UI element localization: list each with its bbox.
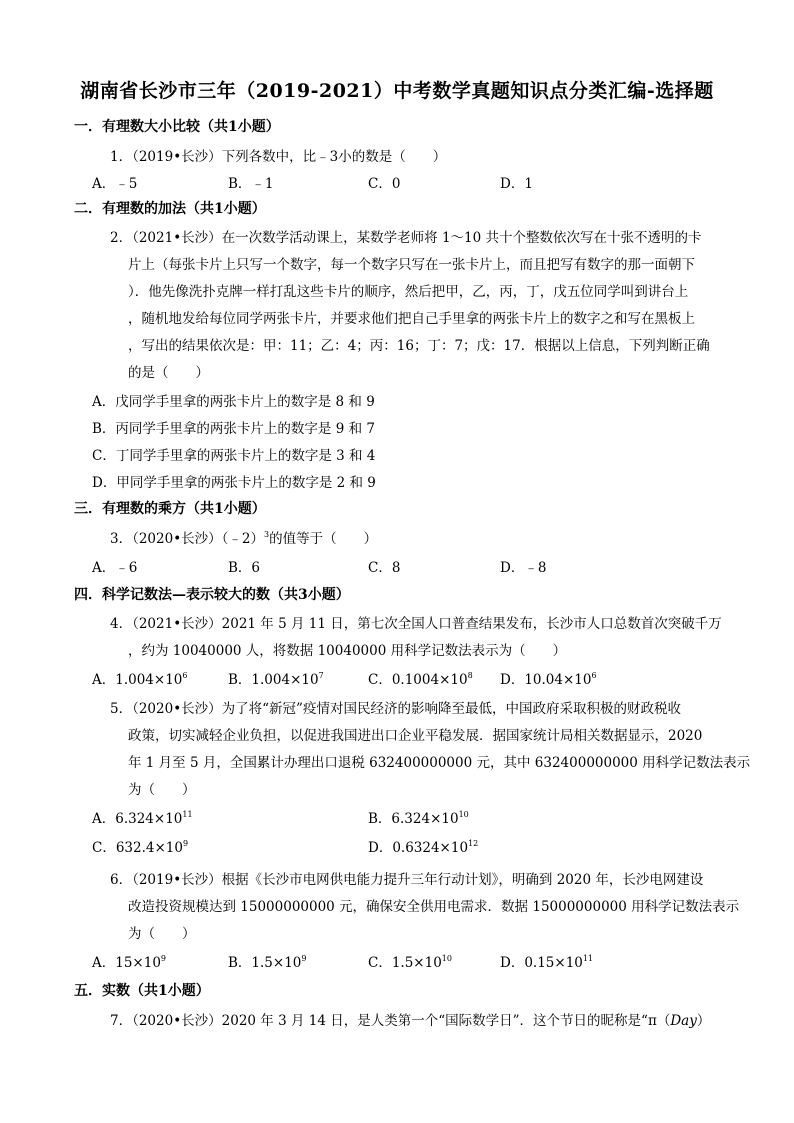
q6-c-base: C．1.5×10 (368, 955, 442, 971)
q5-option-c (92, 836, 188, 856)
question-2-line-3: ）．他先像洗扑克牌一样打乱这些卡片的顺序，然后把甲，乙，丙，丁，戊五位同学叫到讲台上 (128, 284, 689, 300)
q1-option-a: A．﹣5 (92, 176, 138, 192)
section-heading-3: 三．有理数的乘方（共1小题） (74, 501, 266, 517)
q5-b-base: B．6.324×10 (368, 811, 459, 827)
q6-option-c (368, 951, 452, 971)
q7-day-word: Day (670, 1013, 697, 1029)
q1-option-d: D．1 (500, 176, 533, 192)
q2-option-d: D．甲同学手里拿的两张卡片上的数字是 2 和 9 (92, 475, 376, 491)
q5-b-exp: 10 (458, 810, 469, 819)
q2-option-a: A．戊同学手里拿的两张卡片上的数字是 8 和 9 (92, 394, 375, 410)
question-2-line-5: ，写出的结果依次是：甲：11；乙：4；丙：16；丁：7；戊：17．根据以上信息，下列判断正确 (128, 338, 710, 354)
question-5-line-3: 年 1 月至 5 月，全国累计办理出口退税 632400000000 元，其中 632400000000 用科学记数法表示 (128, 755, 751, 771)
q3-option-a: A．﹣6 (92, 560, 138, 576)
q3-exponent: 3 (264, 530, 270, 539)
q7-line-1-end: ） (696, 1013, 711, 1029)
q3-option-b: B．6 (228, 560, 261, 576)
q4-option-c (368, 668, 473, 688)
section-heading-2: 二．有理数的加法（共1小题） (74, 201, 266, 217)
q4-d-base: D．10.04×10 (500, 672, 592, 688)
q5-a-exp: 11 (182, 810, 193, 819)
q6-option-d (500, 951, 593, 971)
q4-c-exp: 8 (467, 671, 473, 680)
q6-d-base: D．0.15×10 (500, 955, 583, 971)
q3-stem-pre: 3．（2020•长沙）（﹣2） (110, 531, 264, 547)
question-4-line-1: 4．（2021•长沙）2021 年 5 月 11 日，第七次全国人口普查结果发布，长沙市人口总数首次突破千万 (110, 616, 722, 632)
q5-option-b (368, 807, 469, 827)
q6-option-a (92, 951, 166, 971)
q6-option-b (228, 951, 306, 971)
q4-option-d (500, 668, 597, 688)
question-4-line-2: ，约为 10040000 人，将数据 10040000 用科学记数法表示为（ ） (128, 643, 567, 659)
question-2-line-6: 的是（ ） (128, 365, 209, 381)
q5-option-d (368, 836, 478, 856)
q5-option-a (92, 807, 193, 827)
q3-option-c: C．8 (368, 560, 401, 576)
question-6-line-1: 6．（2019•长沙）根据《长沙市电网供电能力提升三年行动计划》，明确到 2020 年，长沙电网建设 (110, 872, 704, 888)
q4-option-b (228, 668, 324, 688)
q2-option-b: B．丙同学手里拿的两张卡片上的数字是 9 和 7 (92, 421, 375, 437)
q1-option-c: C．0 (368, 176, 401, 192)
question-5-line-1: 5．（2020•长沙）为了将“新冠”疫情对国民经济的影响降至最低，中国政府采取积极的财政税收 (110, 701, 681, 717)
q3-stem-post: 的值等于（ ） (269, 531, 378, 547)
question-5-line-2: 政策，切实减轻企业负担，以促进我国进出口企业平稳发展．据国家统计局相关数据显示，2020 (128, 728, 703, 744)
q6-a-base: A．15×10 (92, 955, 161, 971)
q5-c-exp: 9 (182, 839, 189, 848)
q6-b-base: B．1.5×10 (228, 955, 302, 971)
question-5-line-4: 为（ ） (128, 782, 196, 798)
section-heading-5: 五．实数（共1小题） (74, 983, 210, 999)
q5-a-base: A．6.324×10 (92, 811, 183, 827)
q4-option-a (92, 668, 187, 688)
q5-d-exp: 12 (468, 839, 479, 848)
question-6-line-3: 为（ ） (128, 926, 196, 942)
q6-a-exp: 9 (160, 954, 167, 963)
question-2-line-2: 片上（每张卡片上只写一个数字，每一个数字只写在一张卡片上，而且把写有数字的那一面朝下 (128, 257, 695, 273)
q5-d-base: D．0.6324×10 (368, 840, 469, 856)
question-6-line-2: 改造投资规模达到 15000000000 元，确保安全供用电需求．数据 15000000000 用科学记数法表示 (128, 899, 740, 915)
question-2-line-4: ，随机地发给每位同学两张卡片，并要求他们把自己手里拿的两张卡片上的数字之和写在黑板上 (128, 311, 695, 327)
section-heading-4: 四．科学记数法—表示较大的数（共3小题） (74, 587, 350, 603)
q2-option-c: C．丁同学手里拿的两张卡片上的数字是 3 和 4 (92, 448, 376, 464)
q1-option-b: B．﹣1 (228, 176, 274, 192)
question-2-line-1: 2．（2021•长沙）在一次数学活动课上，某数学老师将 1～10 共十个整数依次写在十张不透明的卡 (110, 230, 702, 246)
document-title: 湖南省长沙市三年（2019-2021）中考数学真题知识点分类汇编-选择题 (80, 80, 714, 102)
q5-c-base: C．632.4×10 (92, 840, 183, 856)
question-7-line-1 (110, 1009, 710, 1029)
section-heading-1: 一．有理数大小比较（共1小题） (74, 119, 280, 135)
q4-a-exp: 6 (182, 671, 188, 680)
q4-b-exp: 7 (318, 671, 324, 680)
q6-b-exp: 9 (301, 954, 307, 963)
q4-b-base: B．1.004×10 (228, 672, 319, 688)
q4-d-exp: 6 (591, 671, 597, 680)
q7-line-1-text: 7．（2020•长沙）2020 年 3 月 14 日，是人类第一个“国际数学日”．这个节日的昵称是“π（ (110, 1013, 671, 1029)
q6-c-exp: 10 (441, 954, 452, 963)
q4-c-base: C．0.1004×10 (368, 672, 468, 688)
q4-a-base: A．1.004×10 (92, 672, 183, 688)
q6-d-exp: 11 (582, 954, 594, 963)
question-1-stem: 1．（2019•长沙）下列各数中，比﹣3小的数是（ ） (110, 149, 447, 165)
question-3-stem (110, 527, 377, 547)
q3-option-d: D．﹣8 (500, 560, 547, 576)
